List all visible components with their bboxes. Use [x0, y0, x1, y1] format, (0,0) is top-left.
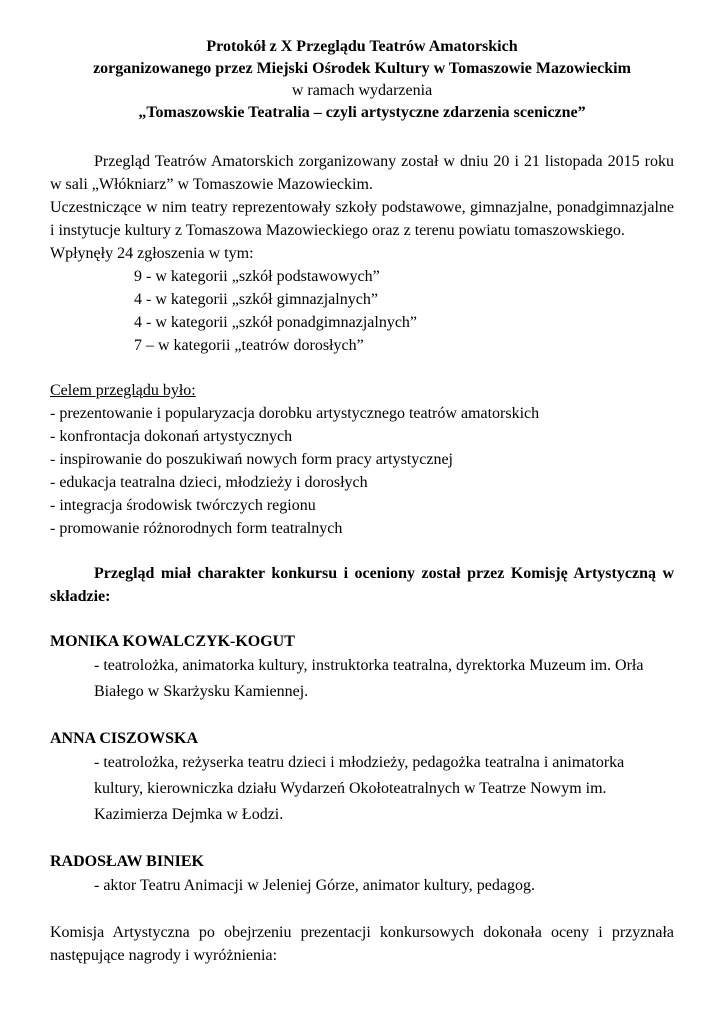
jury-member-name: ANNA CISZOWSKA	[50, 730, 199, 747]
category-item: 9 - w kategorii „szkół podstawowych”	[134, 268, 380, 285]
goal-item: - inspirowanie do poszukiwań nowych form pracy artystycznej	[50, 451, 453, 468]
jury-member-desc: - teatrolożka, reżyserka teatru dzieci i młodzieży, pedagożka teatralna i animatorka kultury, kierowniczka działu Wydarzeń Okołoteatralnych w Teatrze Nowym im. Kazimierza Dejmka w Łodzi.	[94, 754, 625, 823]
document-page	[50, 36, 674, 967]
jury-member-desc: - aktor Teatru Animacji w Jeleniej Górze, animator kultury, pedagog.	[94, 877, 535, 894]
jury-intro: Przegląd miał charakter konkursu i oceniony został przez Komisję Artystyczną w składzie:	[50, 565, 674, 605]
jury-member-name: RADOSŁAW BINIEK	[50, 853, 204, 870]
title-line-3: w ramach wydarzenia	[291, 82, 433, 99]
category-item: 4 - w kategorii „szkół ponadgimnazjalnych”	[134, 314, 418, 331]
category-item: 4 - w kategorii „szkół gimnazjalnych”	[134, 291, 378, 308]
intro-paragraph-1: Przegląd Teatrów Amatorskich zorganizowany został w dniu 20 i 21 listopada 2015 roku w sali „Włókniarz” w Tomaszowie Mazowieckim.	[50, 153, 674, 193]
title-line-4: „Tomaszowskie Teatralia – czyli artystyczne zdarzenia sceniczne”	[138, 104, 586, 121]
intro-paragraph-2: Uczestniczące w nim teatry reprezentowały szkoły podstawowe, gimnazjalne, ponadgimnazjalne i instytucje kultury z Tomaszowa Mazowieckiego oraz z terenu powiatu tomaszowskiego.	[50, 199, 674, 239]
goal-item: - integracja środowisk twórczych regionu	[50, 497, 316, 514]
submissions-line: Wpłynęły 24 zgłoszenia w tym:	[50, 245, 254, 262]
jury-member-name: MONIKA KOWALCZYK-KOGUT	[50, 633, 295, 650]
goals-heading: Celem przeglądu było:	[50, 382, 196, 399]
goal-item: - konfrontacja dokonań artystycznych	[50, 428, 293, 445]
closing-paragraph: Komisja Artystyczna po obejrzeniu prezentacji konkursowych dokonała oceny i przyznała następujące nagrody i wyróżnienia:	[50, 924, 674, 964]
jury-member-desc: - teatrolożka, animatorka kultury, instruktorka teatralna, dyrektorka Muzeum im. Orła Białego w Skarżysku Kamiennej.	[94, 657, 644, 700]
title-line-2: zorganizowanego przez Miejski Ośrodek Kultury w Tomaszowie Mazowieckim	[93, 60, 631, 77]
title-line-1: Protokół z X Przeglądu Teatrów Amatorskich	[206, 38, 518, 55]
goal-item: - promowanie różnorodnych form teatralnych	[50, 520, 343, 537]
goal-item: - prezentowanie i popularyzacja dorobku artystycznego teatrów amatorskich	[50, 405, 540, 422]
goal-item: - edukacja teatralna dzieci, młodzieży i dorosłych	[50, 474, 368, 491]
category-item: 7 – w kategorii „teatrów dorosłych”	[134, 337, 364, 354]
